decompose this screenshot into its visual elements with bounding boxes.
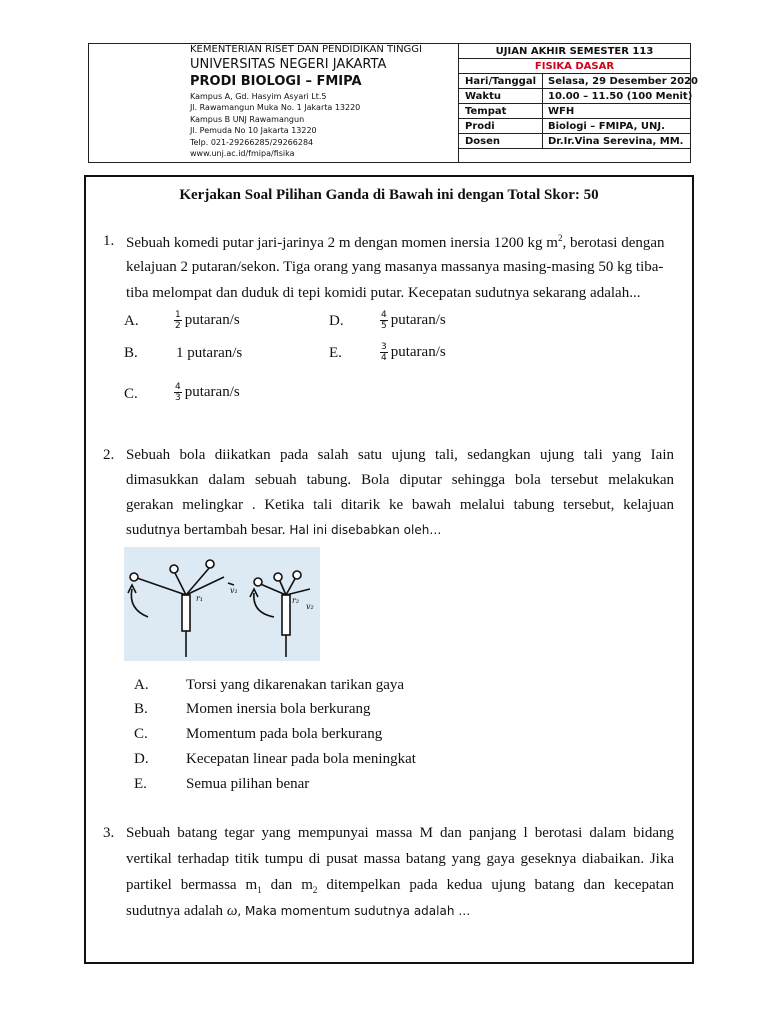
info-label: Dosen	[465, 136, 501, 147]
info-value: Biologi – FMIPA, UNJ.	[548, 121, 665, 132]
option-letter: C.	[134, 726, 148, 742]
instructions-title: Kerjakan Soal Pilihan Ganda di Bawah ini dengan Total Skor: 50	[179, 187, 599, 203]
address-line: Kampus A, Gd. Hasyim Asyari Lt.5	[190, 92, 327, 101]
exam-title: UJIAN AKHIR SEMESTER 113	[459, 44, 690, 59]
info-label: Tempat	[465, 106, 507, 117]
info-value: WFH	[548, 106, 575, 117]
website-line: www.unj.ac.id/fmipa/fisika	[190, 149, 295, 158]
question-text-line: tiba melompat dan duduk di tepi komidi putar. Kecepatan sudutnya sekarang adalah...	[126, 285, 641, 301]
option-letter: A.	[124, 313, 139, 329]
question-number: 2.	[103, 447, 115, 463]
question-text-line: Sebuah batang tegar yang mempunyai massa M dan panjang l berotasi dalam bidang	[126, 825, 674, 841]
option-letter: E.	[329, 345, 342, 361]
question-text-line: kelajuan 2 putaran/sekon. Tiga orang yang masanya massanya masing-masing 50 kg tiba-	[126, 259, 664, 275]
address-line: Jl. Rawamangun Muka No. 1 Jakarta 13220	[190, 103, 361, 112]
exam-header	[88, 43, 698, 163]
info-value: Selasa, 29 Desember 2020	[548, 76, 698, 87]
info-value: Dr.Ir.Vina Serevina, MM.	[548, 136, 684, 147]
university-name: UNIVERSITAS NEGERI JAKARTA	[190, 57, 387, 72]
institution-block	[89, 44, 459, 162]
question-text-line: dimasukkan dalam sebuah tabung. Bola diputar sehingga bola tersebut melakukan	[126, 472, 674, 488]
info-label: Hari/Tanggal	[465, 76, 537, 87]
subject-name: FISIKA DASAR	[459, 59, 690, 74]
question-text-line: Sebuah komedi putar jari-jarinya 2 m dengan momen inersia 1200 kg $m^2$, berotasi dengan	[126, 233, 665, 251]
ministry-name: KEMENTERIAN RISET DAN PENDIDIKAN TINGGI	[190, 44, 422, 55]
phone-line: Telp. 021-29266285/29266284	[190, 138, 314, 147]
option-a[interactable]: $\frac{1}{2}$ putaran/s	[175, 310, 240, 331]
ball-tube-diagram	[124, 547, 320, 661]
option-letter: E.	[134, 776, 147, 792]
info-row-prodi	[459, 119, 690, 134]
option-d[interactable]: $\frac{4}{5}$ putaran/s	[381, 310, 446, 331]
option-letter: D.	[134, 751, 149, 767]
svg-text:v₂: v₂	[306, 602, 314, 611]
svg-text:v₁: v₁	[230, 586, 238, 595]
question-number: 3.	[103, 825, 115, 841]
info-row-lecturer	[459, 134, 690, 149]
option-letter: A.	[134, 677, 149, 693]
option-b[interactable]: 1 putaran/s	[176, 345, 243, 361]
option-e[interactable]: Semua pilihan benar	[186, 776, 310, 792]
option-c[interactable]: $\frac{4}{3}$ putaran/s	[175, 382, 240, 403]
svg-text:r₂: r₂	[292, 596, 300, 605]
figure-rotating-ball	[124, 547, 320, 661]
info-row-date	[459, 74, 698, 89]
question-text-line: vertikal terhadap titik tumpu di pusat massa batang yang gaya geseknya diabaikan. Jika	[126, 851, 674, 867]
option-a[interactable]: Torsi yang dikarenakan tarikan gaya	[186, 677, 405, 693]
info-label: Prodi	[465, 121, 495, 132]
address-line: Kampus B UNJ Rawamangun	[190, 115, 305, 124]
option-letter: C.	[124, 386, 138, 402]
question-text-line: gerakan melingkar . Ketika tali ditarik ke bawah melalui tabung tersebut, kelajuan	[126, 497, 674, 513]
option-d[interactable]: Kecepatan linear pada bola meningkat	[186, 751, 416, 767]
option-e[interactable]: $\frac{3}{4}$ putaran/s	[381, 342, 446, 363]
address-line: Jl. Pemuda No 10 Jakarta 13220	[190, 126, 317, 135]
exam-info-table	[459, 44, 698, 162]
option-b[interactable]: Momen inersia bola berkurang	[186, 701, 371, 717]
prodi-name: PRODI BIOLOGI – FMIPA	[190, 74, 362, 89]
option-c[interactable]: Momentum pada bola berkurang	[186, 726, 383, 742]
option-letter: B.	[134, 701, 148, 717]
option-letter: D.	[329, 313, 344, 329]
question-text-line: sudutnya bertambah besar. Hal ini disebabkan oleh…	[126, 522, 442, 538]
svg-text:r₁: r₁	[196, 594, 204, 603]
question-number: 1.	[103, 233, 115, 249]
question-text-line: sudutnya adalah ω, Maka momentum sudutnya adalah …	[126, 903, 471, 919]
info-value: 10.00 – 11.50 (100 Menit)	[548, 91, 693, 102]
option-letter: B.	[124, 345, 138, 361]
info-label: Waktu	[465, 91, 501, 102]
info-row-place	[459, 104, 690, 119]
question-text-line: partikel bermassa $m_1$ dan $m_2$ ditempelkan pada kedua ujung batang dan kecepatan	[126, 877, 674, 895]
info-row-time	[459, 89, 693, 104]
question-text-line: Sebuah bola diikatkan pada salah satu ujung tali, sedangkan ujung tali yang Iain	[126, 447, 674, 463]
